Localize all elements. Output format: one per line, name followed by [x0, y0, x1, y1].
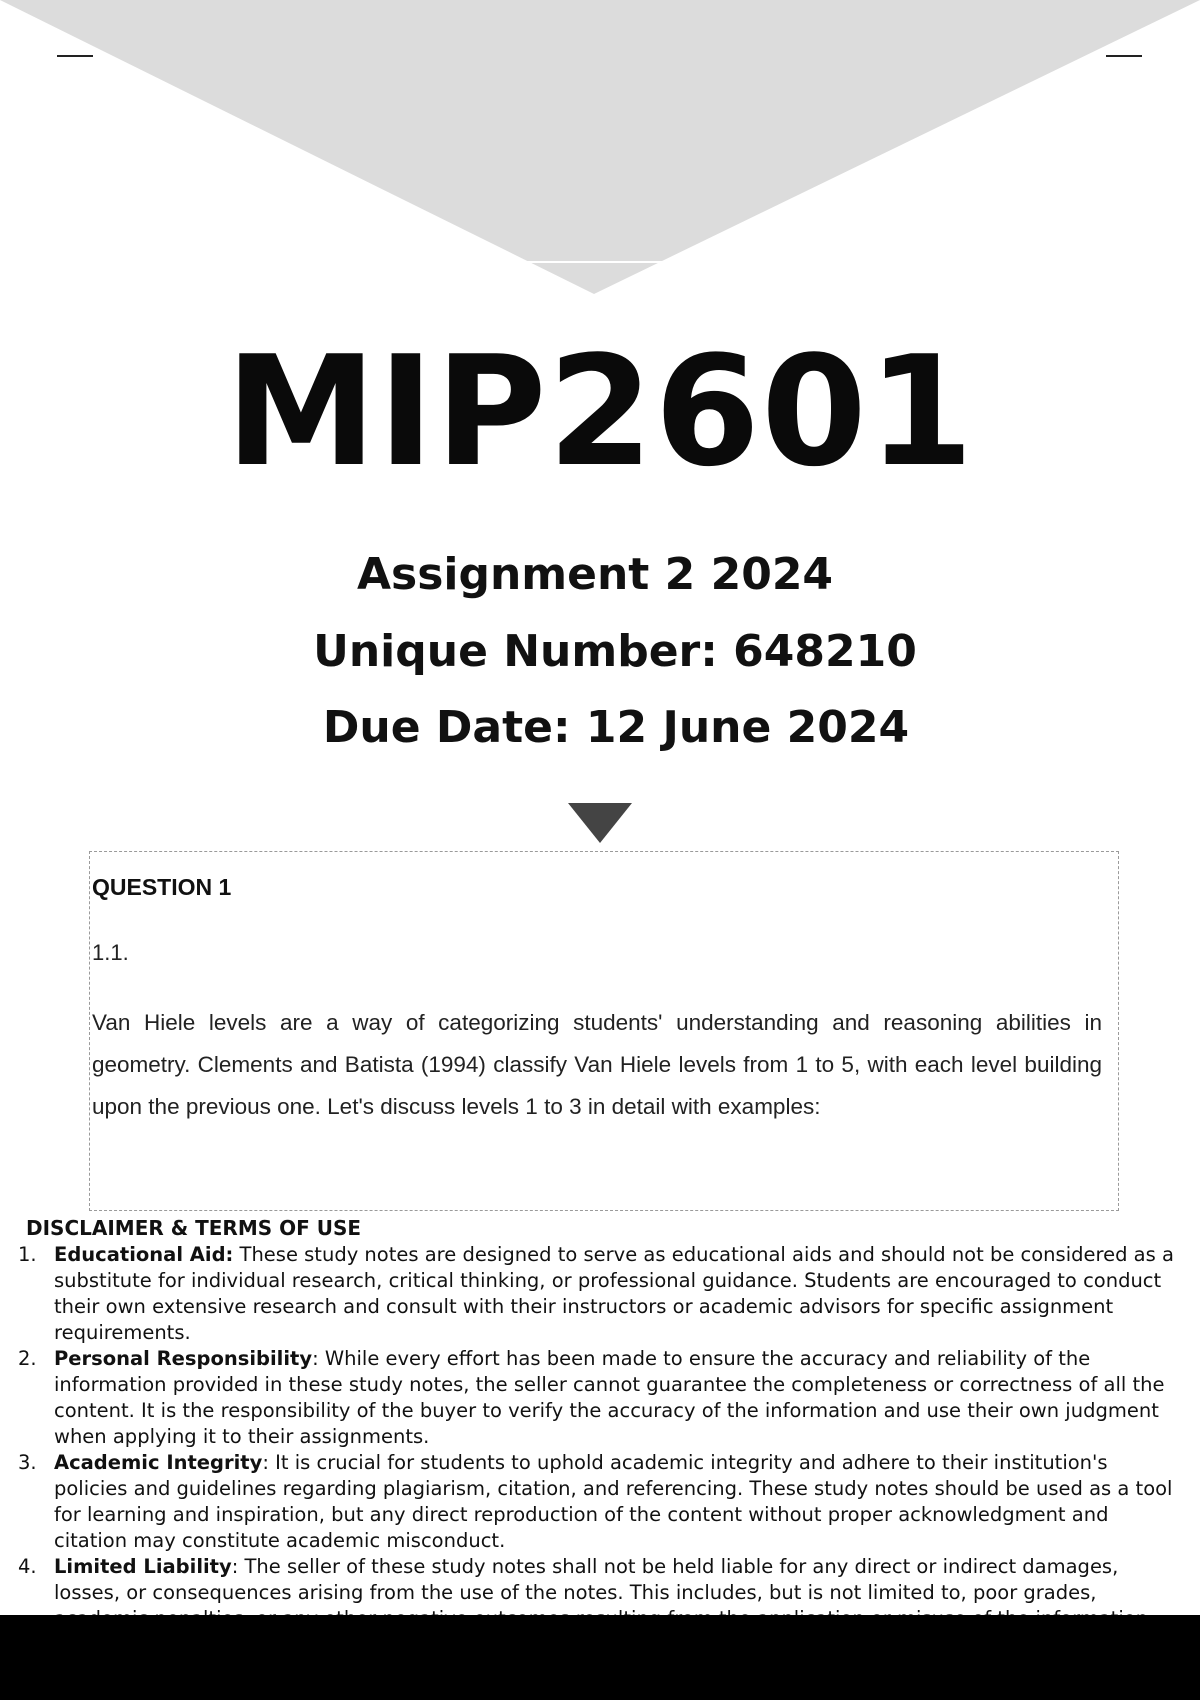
- disclaimer-item-text: : It is crucial for students to uphold academic integrity and adhere to their institution's policies and guidelines regarding plagiarism, citation, and referencing. These study notes should be used as a tool for learning and inspiration, but any direct reproduction of the content without proper acknowledgment and citation may constitute academic misconduct.: [54, 1451, 1173, 1552]
- disclaimer-item-text: : While every effort has been made to ensure the accuracy and reliability of the information provided in these study notes, the seller cannot guarantee the completeness or correctness of all the content. It is the responsibility of the buyer to verify the accuracy of the information and use their own judgment when applying it to their assignments.: [54, 1347, 1165, 1448]
- question-body: Van Hiele levels are a way of categorizing students' understanding and reasoning abilities in geometry. Clements and Batista (1994) classify Van Hiele levels from 1 to 5, with each level building upon the previous one. Let's discuss levels 1 to 3 in detail with examples:: [92, 1010, 1102, 1119]
- disclaimer-item-label: Personal Responsibility: [54, 1347, 313, 1370]
- down-triangle-icon: [568, 803, 632, 843]
- question-preview-box: [89, 851, 1119, 1211]
- disclaimer-item-label: Limited Liability: [54, 1555, 232, 1578]
- disclaimer-item-text: These study notes are designed to serve as educational aids and should not be considered as a substitute for individual research, critical thinking, or professional guidance. Students are encouraged to conduct their own extensive research and consult with their instructors or academic advisors for specific assignment requirements.: [54, 1243, 1174, 1344]
- disclaimer-item-number: 2.: [18, 1347, 37, 1370]
- unique-number: Unique Number: 648210: [313, 626, 917, 677]
- due-date: Due Date: 12 June 2024: [322, 702, 910, 753]
- disclaimer-title: DISCLAIMER & TERMS OF USE: [26, 1216, 362, 1240]
- disclaimer-item-academic-integrity: [18, 1450, 1186, 1554]
- course-code-title: MIP2601: [225, 323, 975, 500]
- disclaimer-item-number: 1.: [18, 1243, 37, 1266]
- disclaimer-item-number: 3.: [18, 1451, 37, 1474]
- disclaimer-item-text: : The seller of these study notes shall not be held liable for any direct or indirect damages, losses, or consequences arising from the use of the notes. This includes, but is not limited to, poor grades,: [54, 1555, 1119, 1604]
- chevron-banner: [0, 0, 1200, 300]
- question-number: 1.1.: [92, 940, 129, 965]
- question-heading: QUESTION 1: [92, 874, 232, 900]
- assignment-title: Assignment 2 2024: [356, 549, 834, 600]
- bottom-black-bar: [0, 1615, 1200, 1700]
- disclaimer-item-number: 4.: [18, 1555, 37, 1578]
- disclaimer-item-educational-aid: [18, 1242, 1186, 1346]
- corner-mark-right: [1106, 55, 1142, 57]
- corner-mark-left: [57, 55, 93, 57]
- disclaimer-list: [18, 1242, 1186, 1632]
- disclaimer-item-label: Academic Integrity: [54, 1451, 263, 1474]
- disclaimer-item-personal-responsibility: [18, 1346, 1186, 1450]
- disclaimer-item-label: Educational Aid:: [54, 1243, 234, 1266]
